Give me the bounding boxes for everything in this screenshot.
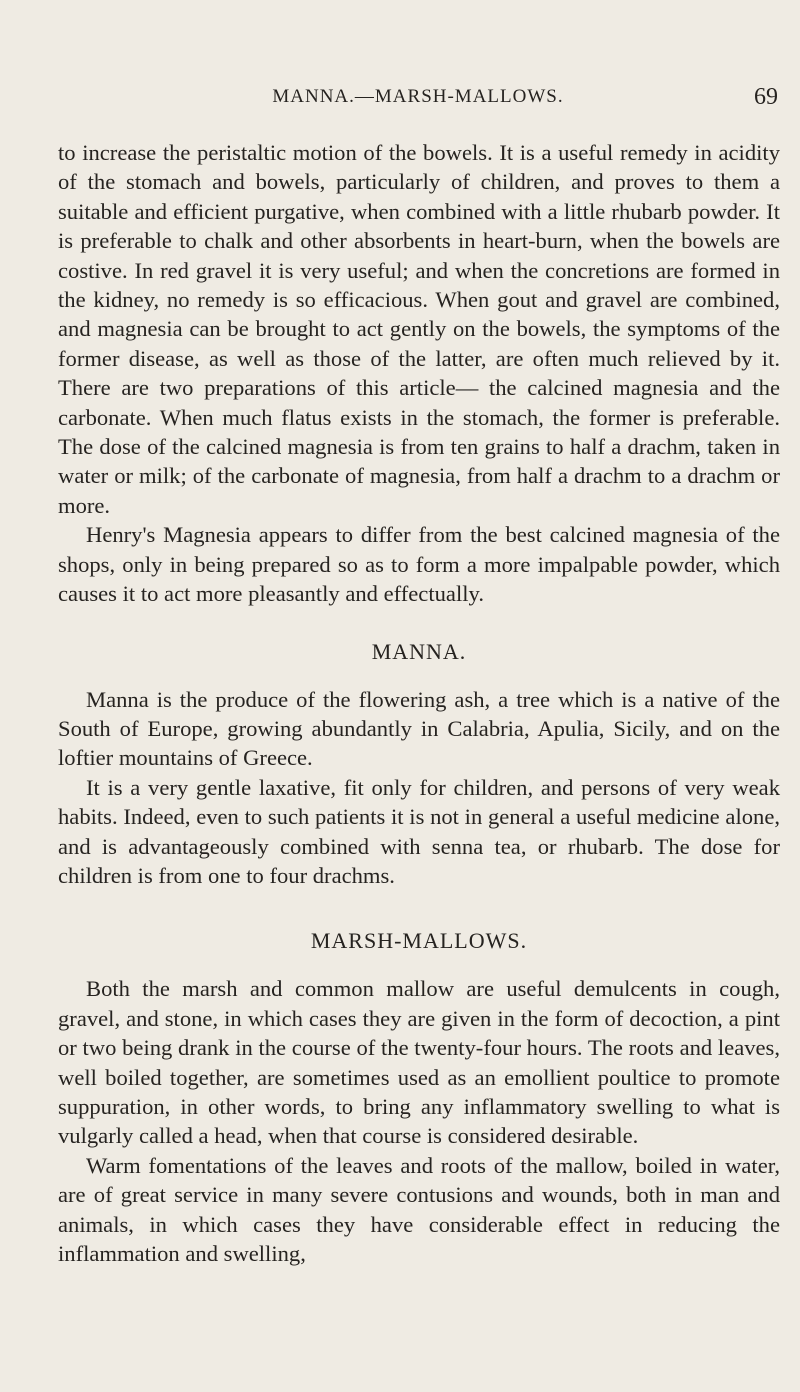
- manna-paragraph-1: Manna is the produce of the flowering ash, a tree which is a native of the South of Europe, growing abundantly in Calabria, Apulia, Sicily, and on the loftier mountains of Greece.: [58, 686, 780, 771]
- marsh-mallows-paragraph-2: Warm fomentations of the leaves and roots of the mallow, boiled in water, are of great service in many severe contusions and wounds, both in man and animals, in which cases they have considerable effect in reducing the inflammation and swelling,: [58, 1152, 780, 1266]
- section-heading-manna: MANNA.: [371, 638, 467, 664]
- running-title: MANNA.—MARSH-MALLOWS.: [272, 86, 564, 107]
- running-header: [58, 86, 778, 116]
- section-heading-marsh-mallows: MARSH-MALLOWS.: [310, 928, 528, 954]
- manna-paragraph-2: It is a very gentle laxative, fit only for children, and persons of very weak habits. Indeed, even to such patients it is not in general a useful medicine alone, and is advantageously combined with senna tea, or rhubarb. The dose for children is from one to four drachms.: [58, 774, 780, 888]
- body-text: [58, 138, 780, 1268]
- page-number: 69: [754, 84, 778, 110]
- magnesia-paragraph-2: Henry's Magnesia appears to differ from the best calcined magnesia of the shops, only in being prepared so as to form a more impalpable powder, which causes it to act more pleasantly and effectually.: [58, 522, 780, 607]
- marsh-mallows-paragraph-1: Both the marsh and common mallow are useful demulcents in cough, gravel, and stone, in which cases they are given in the form of decoction, a pint or two being drank in the course of the twenty-four hours. The roots and leaves, well boiled together, are sometimes used as an emollient poultice to promote suppuration, in other words, to bring any inflammatory swelling to what is vulgarly called a head, when that course is considered desirable.: [58, 976, 780, 1149]
- magnesia-paragraph-1: to increase the peristaltic motion of the bowels. It is a useful remedy in acidity of the stomach and bowels, particularly of children, and proves to them a suitable and efficient purgative, when combined with a little rhubarb powder. It is preferable to chalk and other absorbents in heart-burn, when the bowels are costive. In red gravel it is very useful; and when the concretions are formed in the kidney, no remedy is so efficacious. When gout and gravel are combined, and magnesia can be brought to act gently on the bowels, the symptoms of the former disease, as well as those of the latter, are often much relieved by it. There are two preparations of this article— the calcined magnesia and the carbonate. When much flatus exists in the stomach, the former is preferable. The dose of the calcined magnesia is from ten grains to half a drachm, taken in water or milk; of the carbonate of magnesia, from half a drachm to a drachm or more.: [58, 140, 780, 518]
